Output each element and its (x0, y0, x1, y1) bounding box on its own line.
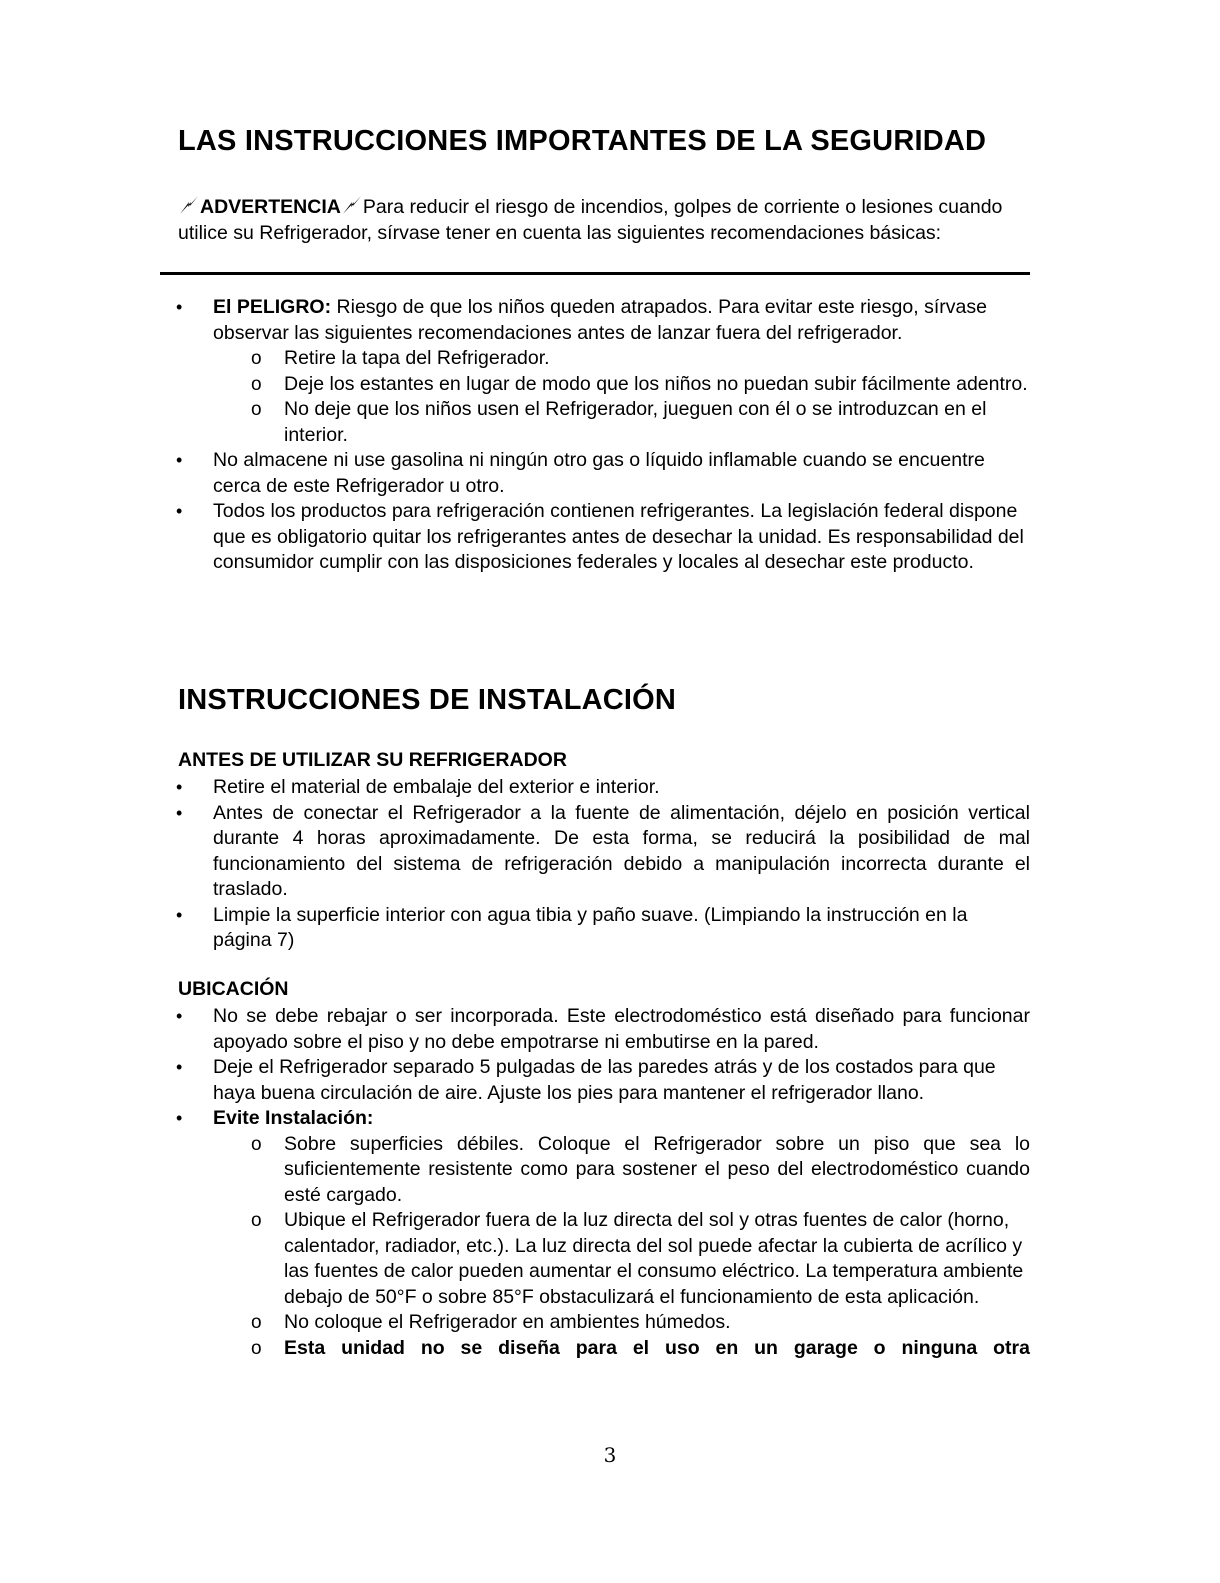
list-item (178, 1004, 1030, 1055)
list-item (178, 775, 1030, 801)
before-use-list (178, 775, 1030, 954)
danger-text: Riesgo de que los niños queden atrapados. Para evitar este riesgo, sírvase observar las siguientes recomendaciones antes de lanzar fuera del refrigerador. (213, 296, 987, 344)
danger-label: El PELIGRO: (213, 296, 332, 318)
avoid-installation-label: Evite Instalación: (213, 1107, 374, 1129)
sub-item-text: Ubique el Refrigerador fuera de la luz directa del sol y otras fuentes de calor (horno, calentador, radiador, etc.). La luz directa del sol puede afectar la cubierta de acrílico y las fuentes de calor pueden aumentar el consumo eléctrico. La temperatura ambiente debajo de 50°F o sobre 85°F obstaculizará el funcionamiento de esta aplicación. (284, 1209, 1024, 1308)
sub-list-item (178, 1310, 1030, 1336)
bullet-icon: • (176, 501, 183, 521)
circle-bullet-icon: o (251, 399, 262, 420)
location-list (178, 1004, 1030, 1361)
sub-item-text: Deje los estantes en lugar de modo que los niños no puedan subir fácilmente adentro. (284, 372, 1028, 395)
list-item (178, 801, 1030, 903)
sub-item-text: Esta unidad no se diseña para el uso en un garage o ninguna otra (284, 1336, 1030, 1359)
sub-list-item (178, 1132, 1030, 1209)
list-item-text: Antes de conectar el Refrigerador a la fuente de alimentación, déjelo en posición vertical durante 4 horas aproximadamente. De esta forma, se reducirá la posibilidad de mal funcionamiento del sistema de refrigeración debido a manipulación incorrecta durante el traslado. (213, 801, 1030, 900)
circle-bullet-icon: o (251, 1133, 262, 1155)
list-item (178, 499, 1030, 576)
bullet-icon: • (176, 904, 183, 925)
bullet-icon: • (176, 1108, 183, 1128)
circle-bullet-icon: o (251, 1337, 262, 1359)
page-number: 3 (603, 1443, 617, 1467)
sub-list-container (178, 346, 1030, 448)
bullet-icon: • (176, 777, 183, 797)
safety-heading: LAS INSTRUCCIONES IMPORTANTES DE LA SEGURIDAD (178, 125, 987, 157)
warning-block (178, 195, 1030, 246)
list-item (178, 1106, 1030, 1132)
list-item-text: Limpie la superficie interior con agua tibia y paño suave. (Limpiando la instrucción en la página 7) (213, 903, 968, 951)
sub-list-item (178, 1336, 1030, 1362)
sub-item-text: No coloque el Refrigerador en ambientes húmedos. (284, 1311, 731, 1333)
bullet-icon: • (176, 450, 183, 470)
list-item (178, 1055, 1030, 1106)
circle-bullet-icon: o (251, 1210, 262, 1231)
circle-bullet-icon: o (251, 1312, 262, 1333)
lightning-bolt-icon (178, 195, 200, 215)
warning-label: ADVERTENCIA (200, 196, 341, 218)
bullet-icon: • (176, 1006, 183, 1026)
list-item (178, 295, 1030, 346)
bullet-icon: • (176, 1057, 183, 1077)
sub-item-text: Sobre superficies débiles. Coloque el Refrigerador sobre un piso que sea lo suficientemente resistente como para sostener el peso del electrodoméstico cuando esté cargado. (284, 1132, 1030, 1206)
list-item-text: No almacene ni use gasolina ni ningún otro gas o líquido inflamable cuando se encuentre cerca de este Refrigerador u otro. (213, 449, 985, 497)
list-item (178, 903, 1030, 954)
sub-item-text: No deje que los niños usen el Refrigerador, jueguen con él o se introduzcan en el interior. (284, 398, 987, 446)
list-item-text: Todos los productos para refrigeración contienen refrigerantes. La legislación federal dispone que es obligatorio quitar los refrigerantes antes de desechar la unidad. Es responsabilidad del consumidor cumplir con las disposiciones federales y locales al desechar este producto. (213, 500, 1024, 573)
list-item-text: Retire el material de embalaje del exterior e interior. (213, 776, 660, 798)
list-item-text: No se debe rebajar o ser incorporada. Este electrodoméstico está diseñado para funcionar apoyado sobre el piso y no debe empotrarse ni embutirse en la pared. (213, 1005, 1030, 1053)
sub-list-item (178, 372, 1030, 398)
sub-list (178, 1132, 1030, 1362)
list-item (178, 448, 1030, 499)
sub-list-item (178, 397, 1030, 448)
section-title-before-use: ANTES DE UTILIZAR SU REFRIGERADOR (178, 749, 567, 771)
sub-list-item (178, 1208, 1030, 1310)
lightning-bolt-icon (341, 195, 363, 215)
circle-bullet-icon: o (251, 373, 262, 395)
warning-text: Para reducir el riesgo de incendios, golpes de corriente o lesiones cuando utilice su Refrigerador, sírvase tener en cuenta las siguientes recomendaciones básicas: (178, 196, 1003, 244)
sub-list (178, 346, 1030, 448)
bullet-icon: • (176, 802, 183, 823)
installation-heading: INSTRUCCIONES DE INSTALACIÓN (178, 684, 677, 716)
sub-list-container (178, 1132, 1030, 1362)
horizontal-divider (160, 272, 1030, 275)
circle-bullet-icon: o (251, 348, 262, 369)
list-item-text: Deje el Refrigerador separado 5 pulgadas de las paredes atrás y de los costados para que haya buena circulación de aire. Ajuste los pies para mantener el refrigerador llano. (213, 1056, 996, 1104)
bullet-icon: • (176, 297, 183, 317)
section-title-location: UBICACIÓN (178, 978, 289, 1000)
sub-list-item (178, 346, 1030, 372)
safety-list (178, 295, 1030, 576)
sub-item-text: Retire la tapa del Refrigerador. (284, 347, 550, 369)
